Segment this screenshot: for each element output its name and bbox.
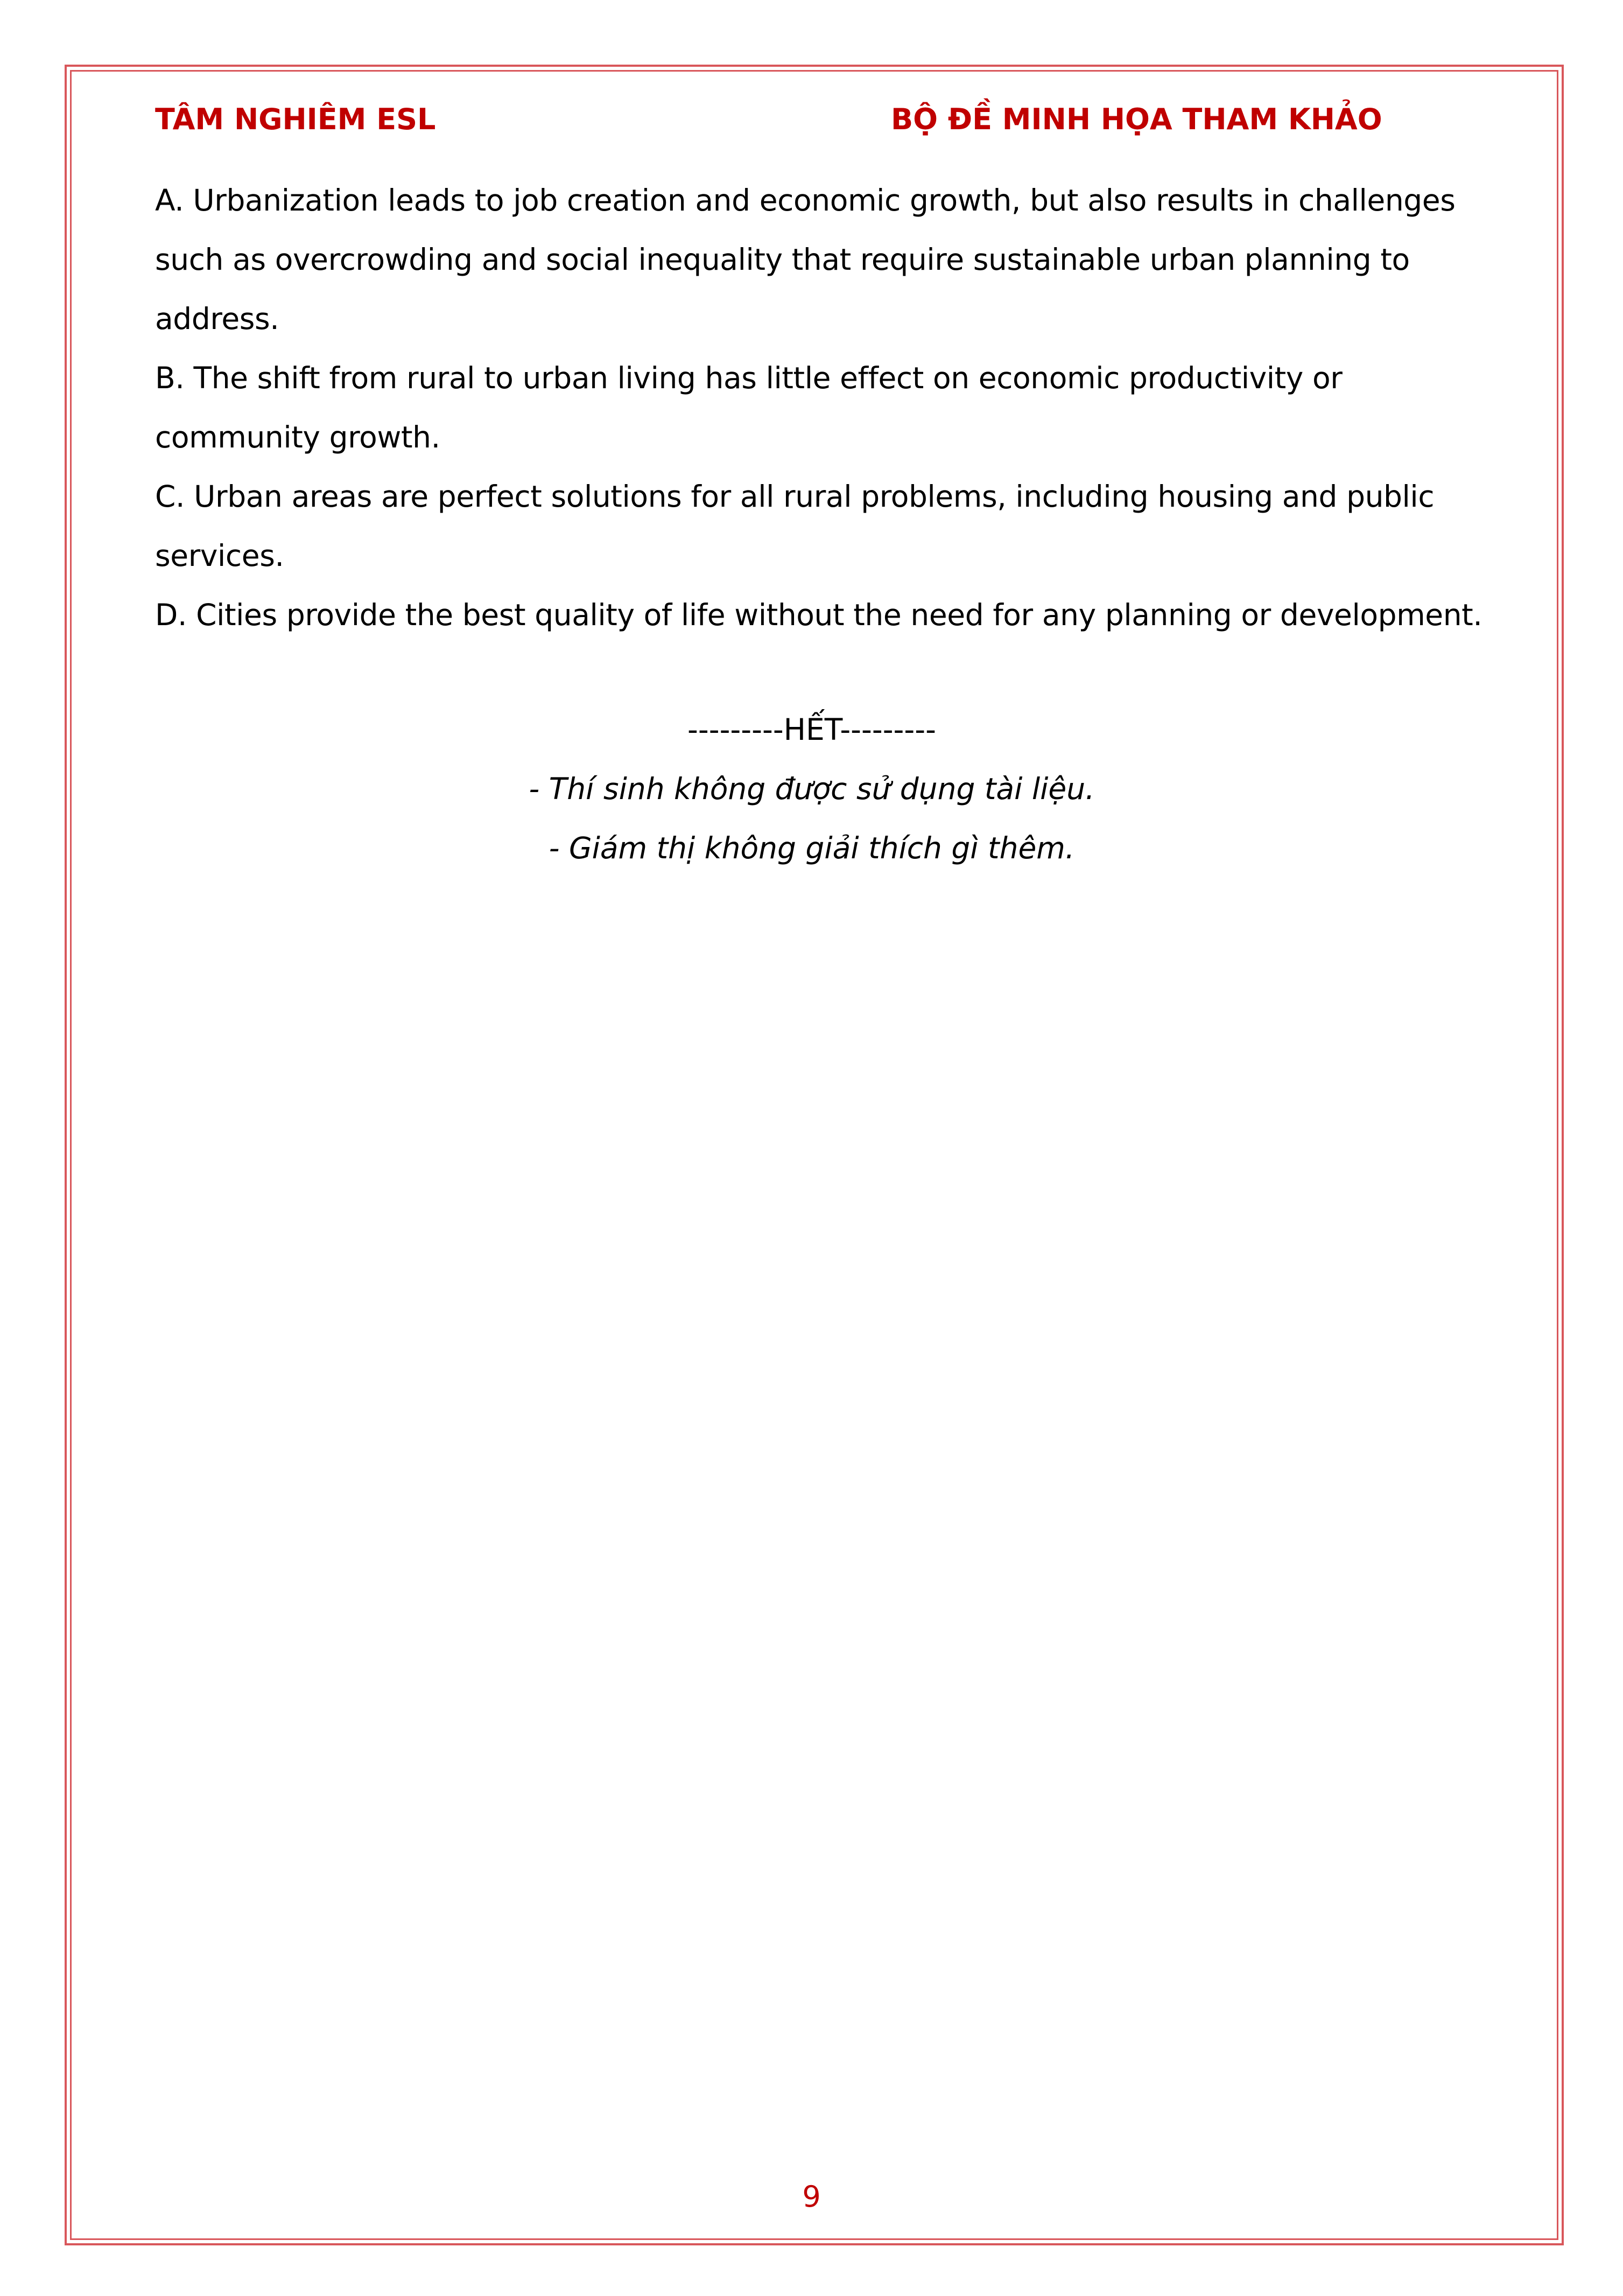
option-d: D. Cities provide the best quality of life without the need for any planning or development. <box>155 598 1483 632</box>
option-b: B. The shift from rural to urban living has little effect on economic productivity or community growth. <box>155 361 1343 454</box>
instruction-no-materials: - Thí sinh không được sử dụng tài liệu. <box>529 772 1095 806</box>
header-document-title: BỘ ĐỀ MINH HỌA THAM KHẢO <box>891 102 1382 136</box>
end-marker: ---------HẾT--------- <box>687 712 936 747</box>
instruction-no-explanation: - Giám thị không giải thích gì thêm. <box>549 831 1075 865</box>
header-school-name: TÂM NGHIÊM ESL <box>155 102 436 136</box>
option-c: C. Urban areas are perfect solutions for all rural problems, including housing and public services. <box>155 479 1435 573</box>
page-number: 9 <box>802 2180 821 2214</box>
answer-options <box>155 171 1512 645</box>
end-of-exam <box>155 700 1469 878</box>
page-header <box>155 98 1393 141</box>
option-a: A. Urbanization leads to job creation and economic growth, but also results in challenges such as overcrowding and social inequality that require sustainable urban planning to address. <box>155 183 1456 336</box>
